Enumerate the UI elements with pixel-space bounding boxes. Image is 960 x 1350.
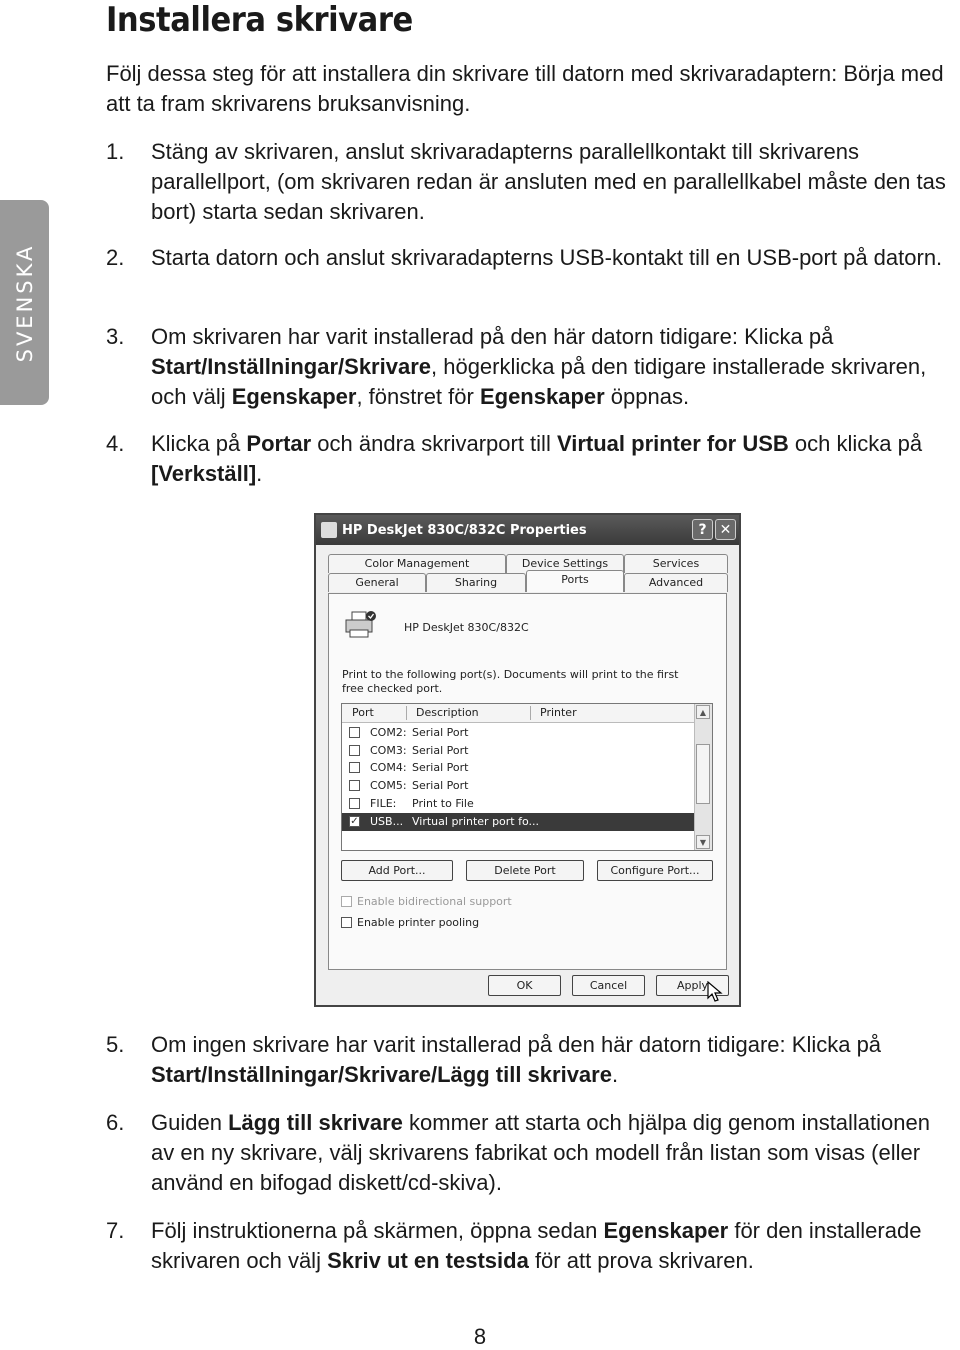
step-text bbox=[151, 243, 956, 273]
step-4 bbox=[106, 429, 956, 489]
step-text-part: . bbox=[611, 1062, 619, 1087]
bidirectional-checkbox[interactable] bbox=[341, 895, 512, 908]
step-text bbox=[151, 322, 956, 412]
column-description[interactable]: Description bbox=[416, 706, 479, 719]
port-name: FILE: bbox=[370, 796, 397, 810]
step-text-part: Stäng av skrivaren, anslut skrivaradapterns parallellkontakt till skrivarens parallellport, (om skrivaren redan är ansluten med en parallellkabel måste den tas bort) starta sedan skrivaren. bbox=[151, 139, 946, 224]
step-number: 4. bbox=[106, 431, 125, 456]
step-text-part: öppnas. bbox=[604, 384, 690, 409]
step-number: 5. bbox=[106, 1032, 125, 1057]
tab-sharing[interactable]: Sharing bbox=[426, 573, 526, 592]
port-list-header bbox=[342, 704, 696, 723]
cancel-button[interactable]: Cancel bbox=[572, 975, 645, 996]
step-text-part: för att prova skrivaren. bbox=[528, 1248, 754, 1273]
step-text-part: , högerklicka på den tidigare installerade skrivaren, och välj bbox=[151, 354, 927, 409]
step-text bbox=[151, 1216, 956, 1276]
port-checkbox[interactable] bbox=[349, 780, 360, 791]
tab-ports[interactable]: Ports bbox=[526, 570, 624, 592]
port-list[interactable] bbox=[341, 703, 713, 851]
step-emphasis: Start/Inställningar/Skrivare bbox=[151, 354, 431, 379]
port-description: Serial Port bbox=[412, 726, 469, 739]
step-number: 6. bbox=[106, 1110, 125, 1135]
dialog-titlebar bbox=[316, 515, 739, 545]
printer-icon bbox=[344, 610, 378, 640]
column-printer[interactable]: Printer bbox=[540, 706, 577, 719]
step-1 bbox=[106, 137, 956, 227]
step-text-part: Guiden bbox=[151, 1110, 229, 1135]
step-text-part: Om ingen skrivare har varit installerad på den här datorn tidigare: Klicka på bbox=[151, 1032, 882, 1057]
step-emphasis: Egenskaper bbox=[479, 384, 605, 409]
step-text bbox=[151, 429, 956, 489]
port-checkbox[interactable] bbox=[349, 727, 360, 738]
port-row[interactable] bbox=[342, 759, 696, 777]
printer-properties-dialog bbox=[314, 513, 741, 1007]
ok-button[interactable]: OK bbox=[488, 975, 561, 996]
port-name: COM2: bbox=[370, 726, 407, 739]
printer-name: HP DeskJet 830C/832C bbox=[404, 621, 529, 634]
port-row[interactable] bbox=[342, 777, 696, 795]
tab-color-management[interactable]: Color Management bbox=[328, 554, 506, 573]
step-emphasis: Virtual printer for USB bbox=[556, 431, 789, 456]
page-number: 8 bbox=[473, 1324, 487, 1349]
tab-general[interactable]: General bbox=[328, 573, 426, 592]
tab-advanced[interactable]: Advanced bbox=[624, 573, 728, 592]
language-label: SVENSKA bbox=[12, 243, 37, 362]
add-port-button[interactable]: Add Port... bbox=[341, 860, 453, 881]
port-checkbox[interactable]: ✓ bbox=[350, 815, 359, 827]
tab-device-settings[interactable]: Device Settings bbox=[506, 554, 624, 573]
port-checkbox[interactable] bbox=[349, 745, 360, 756]
step-text-part: Följ instruktionerna på skärmen, öppna sedan bbox=[151, 1218, 604, 1243]
step-emphasis: [Verkställ] bbox=[151, 461, 257, 486]
step-2 bbox=[106, 243, 956, 273]
port-row[interactable] bbox=[342, 795, 696, 813]
port-name: COM5: bbox=[370, 779, 407, 793]
step-number: 1. bbox=[106, 139, 125, 164]
apply-button[interactable]: Apply bbox=[656, 975, 729, 996]
ports-description: Print to the following port(s). Documents will print to the first free checked port. bbox=[342, 668, 679, 695]
step-text-part: , fönstret för bbox=[356, 384, 480, 409]
port-description: Serial Port bbox=[412, 779, 469, 793]
step-text-part: Klicka på bbox=[151, 431, 247, 456]
step-text bbox=[151, 1030, 956, 1090]
step-text-part: Starta datorn och anslut skrivaradapterns USB-kontakt till en USB-port på datorn. bbox=[151, 245, 943, 270]
port-description: Print to File bbox=[412, 796, 474, 810]
step-text-part: för den installerade skrivaren och välj bbox=[151, 1218, 922, 1273]
page-title: Installera skrivare bbox=[106, 0, 413, 40]
delete-port-button[interactable]: Delete Port bbox=[466, 860, 584, 881]
scroll-down-icon[interactable]: ▼ bbox=[696, 835, 710, 849]
step-text-part: och klicka på bbox=[788, 431, 923, 456]
step-5 bbox=[106, 1030, 956, 1090]
intro-text: Följ dessa steg för att installera din skrivare till datorn med skrivaradaptern: Börja med att ta fram skrivarens bruksanvisning. bbox=[106, 61, 944, 116]
port-description: Serial Port bbox=[412, 743, 469, 757]
step-text bbox=[151, 137, 956, 227]
pooling-checkbox[interactable] bbox=[341, 916, 479, 929]
step-text-part: Om skrivaren har varit installerad på den här datorn tidigare: Klicka på bbox=[151, 324, 834, 349]
port-description: Virtual printer port fo... bbox=[412, 814, 540, 828]
step-text-part: . bbox=[256, 461, 263, 486]
step-emphasis: Start/Inställningar/Skrivare/Lägg till skrivare bbox=[151, 1062, 612, 1087]
step-number: 3. bbox=[106, 324, 125, 349]
tab-services[interactable]: Services bbox=[624, 554, 728, 573]
language-side-tab bbox=[0, 200, 49, 405]
port-row[interactable] bbox=[342, 742, 696, 760]
step-number: 2. bbox=[106, 245, 125, 270]
step-emphasis: Skriv ut en testsida bbox=[327, 1248, 529, 1273]
pooling-label: Enable printer pooling bbox=[357, 916, 480, 929]
step-emphasis: Egenskaper bbox=[603, 1218, 729, 1243]
step-emphasis: Lägg till skrivare bbox=[228, 1110, 403, 1135]
step-3 bbox=[106, 322, 956, 412]
step-number: 7. bbox=[106, 1218, 125, 1243]
port-name: USB... bbox=[370, 814, 404, 828]
close-button[interactable]: ✕ bbox=[715, 519, 736, 540]
port-description: Serial Port bbox=[412, 761, 469, 775]
port-row[interactable] bbox=[342, 724, 696, 742]
port-list-scrollbar[interactable] bbox=[694, 704, 712, 850]
step-text bbox=[151, 1108, 956, 1198]
printer-window-icon bbox=[321, 522, 337, 538]
dialog-title: HP DeskJet 830C/832C Properties bbox=[342, 523, 587, 538]
step-text-part: kommer att starta och hjälpa dig genom installationen av en ny skrivare, välj skrivarens fabrikat och modell från listan som visas (eller använd en bifogad diskett/cd-skiva). bbox=[151, 1110, 930, 1195]
configure-port-button[interactable]: Configure Port... bbox=[597, 860, 713, 881]
step-7 bbox=[106, 1216, 956, 1276]
help-button[interactable]: ? bbox=[692, 519, 713, 540]
port-row[interactable] bbox=[342, 813, 696, 831]
port-checkbox[interactable] bbox=[349, 762, 360, 773]
step-text-part: och ändra skrivarport till bbox=[311, 431, 557, 456]
mouse-cursor-icon bbox=[707, 981, 725, 1003]
port-name: COM3: bbox=[370, 743, 407, 757]
column-port[interactable]: Port bbox=[352, 706, 374, 719]
scroll-up-icon[interactable]: ▲ bbox=[696, 705, 710, 719]
step-emphasis: Egenskaper bbox=[231, 384, 357, 409]
bidirectional-label: Enable bidirectional support bbox=[357, 895, 512, 908]
scroll-thumb[interactable] bbox=[696, 744, 710, 804]
port-checkbox[interactable] bbox=[349, 798, 360, 809]
step-6 bbox=[106, 1108, 956, 1198]
port-name: COM4: bbox=[370, 761, 407, 775]
ports-panel bbox=[328, 593, 727, 970]
step-emphasis: Portar bbox=[246, 431, 312, 456]
